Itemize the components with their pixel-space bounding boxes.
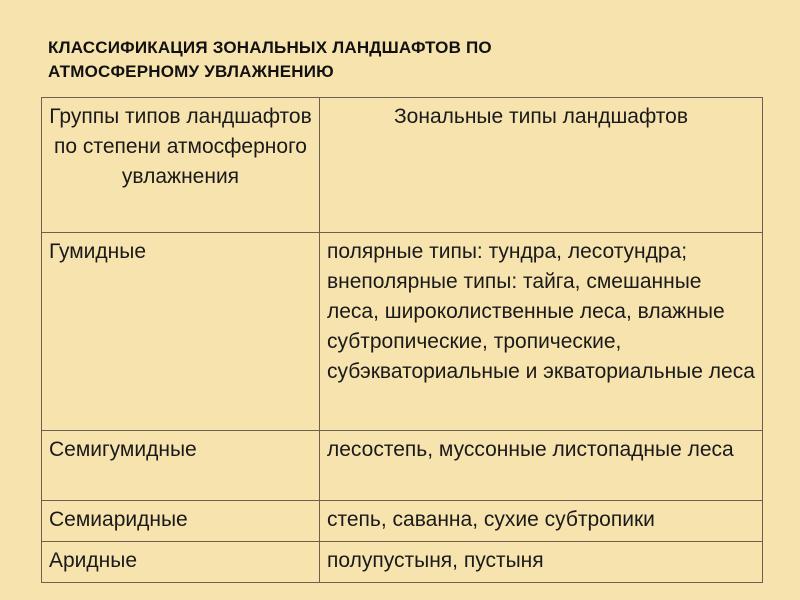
page-title-line-1: КЛАССИФИКАЦИЯ ЗОНАЛЬНЫХ ЛАНДШАФТОВ ПО (48, 38, 492, 57)
types-cell: полупустыня, пустыня (320, 542, 763, 583)
group-cell: Аридные (42, 542, 320, 583)
table-header-row (42, 98, 763, 233)
classification-table (41, 97, 763, 583)
page-title (48, 36, 492, 84)
table-row (42, 431, 763, 501)
page-title-line-2: АТМОСФЕРНОМУ УВЛАЖНЕНИЮ (48, 62, 334, 81)
group-cell: Семиаридные (42, 501, 320, 542)
table-row (42, 501, 763, 542)
types-cell: лесостепь, муссонные листопадные леса (320, 431, 763, 501)
header-types: Зональные типы ландшафтов (320, 98, 763, 233)
types-cell: полярные типы: тундра, лесотундра; внеполярные типы: тайга, смешанные леса, широколиственные леса, влажные субтропические, тропические, субэкваториальные и экваториальные леса (320, 233, 763, 431)
table-row (42, 233, 763, 431)
types-cell: степь, саванна, сухие субтропики (320, 501, 763, 542)
table-row (42, 542, 763, 583)
group-cell: Гумидные (42, 233, 320, 431)
header-groups: Группы типов ландшафтов по степени атмосферного увлажнения (42, 98, 320, 233)
group-cell: Семигумидные (42, 431, 320, 501)
